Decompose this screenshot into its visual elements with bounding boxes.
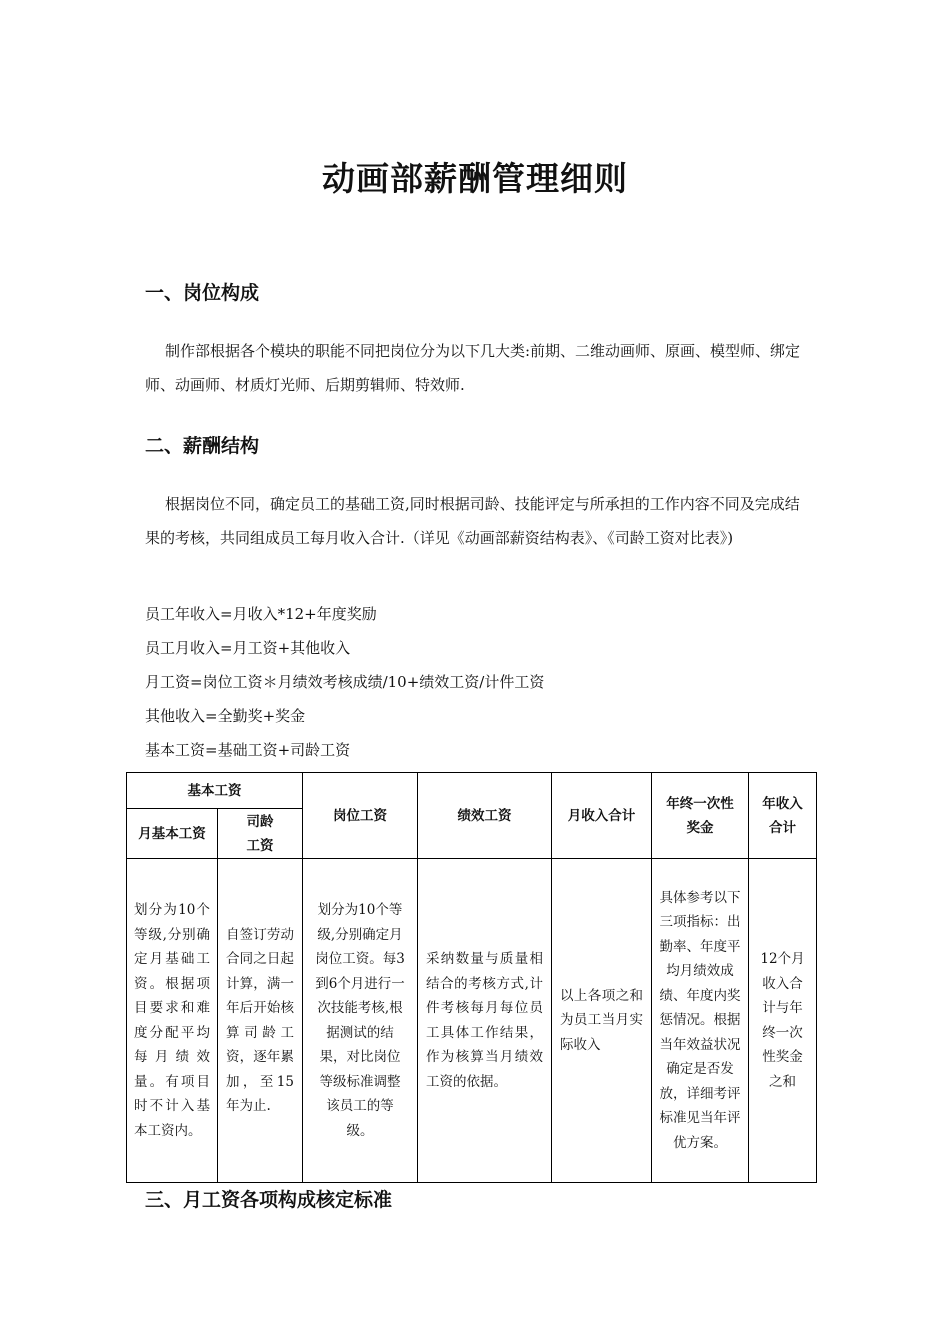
- formula-line: 基本工资=基础工资+司龄工资: [145, 741, 351, 759]
- cell-monthly-basic: 划分为10个等级,分别确定月基础工资。根据项目要求和难度分配平均每月绩效量。有项目时不计入基本工资内。: [127, 859, 218, 1183]
- formula-line: 其他收入=全勤奖+奖金: [145, 707, 306, 725]
- document-title: 动画部薪酬管理细则: [322, 159, 628, 198]
- section-paragraph-positions: 制作部根据各个模块的职能不同把岗位分为以下几大类:前期、二维动画师、原画、模型师、绑定师、动画师、材质灯光师、后期剪辑师、特效师.: [145, 342, 801, 394]
- header-position-salary: 岗位工资: [303, 773, 418, 859]
- section-heading-salary-structure: 二、薪酬结构: [145, 435, 260, 457]
- header-seniority: 司龄工资: [218, 809, 303, 859]
- header-basic-salary: 基本工资: [127, 773, 303, 809]
- cell-seniority: 自签订劳动合同之日起计算，满一年后开始核算司龄工资，逐年累加，至15年为止.: [218, 859, 303, 1183]
- formula-line: 员工月收入=月工资+其他收入: [145, 639, 351, 657]
- salary-structure-table: [126, 772, 817, 1183]
- cell-year-end-bonus: 具体参考以下三项指标：出勤率、年度平均月绩效成绩、年度内奖惩情况。根据当年效益状况确定是否发放，详细考评标准见当年评优方案。: [652, 859, 749, 1183]
- header-annual-total: 年收入合计: [749, 773, 817, 859]
- cell-annual-total: 12个月收入合计与年终一次性奖金之和: [749, 859, 817, 1183]
- cell-performance-salary: 采纳数量与质量相结合的考核方式,计件考核每月每位员工具体工作结果，作为核算当月绩效工资的依据。: [418, 859, 552, 1183]
- section-heading-monthly-standards: 三、月工资各项构成核定标准: [145, 1189, 393, 1211]
- header-monthly-total: 月收入合计: [552, 773, 652, 859]
- header-performance-salary: 绩效工资: [418, 773, 552, 859]
- header-monthly-basic: 月基本工资: [127, 809, 218, 859]
- section-heading-positions: 一、岗位构成: [145, 282, 260, 304]
- cell-position-salary: 划分为10个等级,分别确定月岗位工资。每3到6个月进行一次技能考核,根据测试的结果，对比岗位等级标准调整该员工的等级。: [303, 859, 418, 1183]
- section-paragraph-salary-structure: 根据岗位不同，确定员工的基础工资,同时根据司龄、技能评定与所承担的工作内容不同及完成结果的考核，共同组成员工每月收入合计.（详见《动画部薪资结构表》、《司龄工资对比表》): [145, 495, 800, 547]
- table-header-row: [127, 773, 817, 809]
- header-year-end-bonus: 年终一次性奖金: [652, 773, 749, 859]
- table-row: [127, 859, 817, 1183]
- formula-line: 员工年收入=月收入*12+年度奖励: [145, 605, 377, 623]
- cell-monthly-total: 以上各项之和为员工当月实际收入: [552, 859, 652, 1183]
- formula-line: 月工资=岗位工资＊月绩效考核成绩/10+绩效工资/计件工资: [145, 673, 545, 691]
